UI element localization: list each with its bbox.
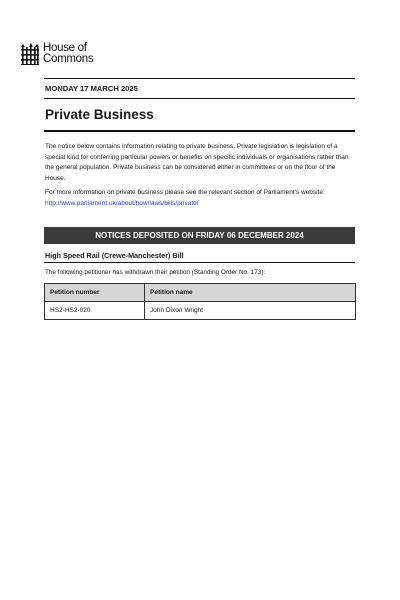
more-info-paragraph [45,188,357,209]
petition-name-cell: John Dixon Wright [145,302,356,320]
logo-line-1: House of [43,42,87,54]
top-rule [44,78,355,79]
notice-heading-bar: NOTICES DEPOSITED ON FRIDAY 06 DECEMBER 2024 [44,227,355,244]
bill-title: High Speed Rail (Crewe-Manchester) Bill [45,251,184,260]
bill-rule [44,262,355,263]
date-rule [44,98,355,99]
petition-number-cell: HS2-HS2-020 [45,302,145,320]
parliament-link[interactable]: http://www.parliament.uk/about/how/laws/bills/private/ [45,199,199,207]
logo-line-2: Commons [43,53,94,65]
column-header-petition-number: Petition number [45,284,145,302]
intro-paragraph: The notice below contains information relating to private business. Private legislation is legislation of a special kind for conferring particular powers or benefits on specific individuals or organisations rather than the general population. Private business can be considered either in committees or on the floor of the House. [45,143,349,182]
petition-table [44,283,356,320]
house-of-commons-logo [20,43,93,66]
page-title: Private Business [45,107,154,122]
withdrawal-statement: The following petitioner has withdrawn their petition (Standing Order No. 173): [45,269,266,276]
more-info-text: For more information on private business please see the relevant section of Parliament's website: [45,189,325,196]
column-header-petition-name: Petition name [145,284,356,302]
portcullis-icon [20,43,40,66]
sitting-date: MONDAY 17 MARCH 2025 [45,84,138,93]
logo-wordmark [43,43,93,65]
table-row [45,302,356,320]
table-header-row [45,284,356,302]
title-rule [44,130,355,132]
